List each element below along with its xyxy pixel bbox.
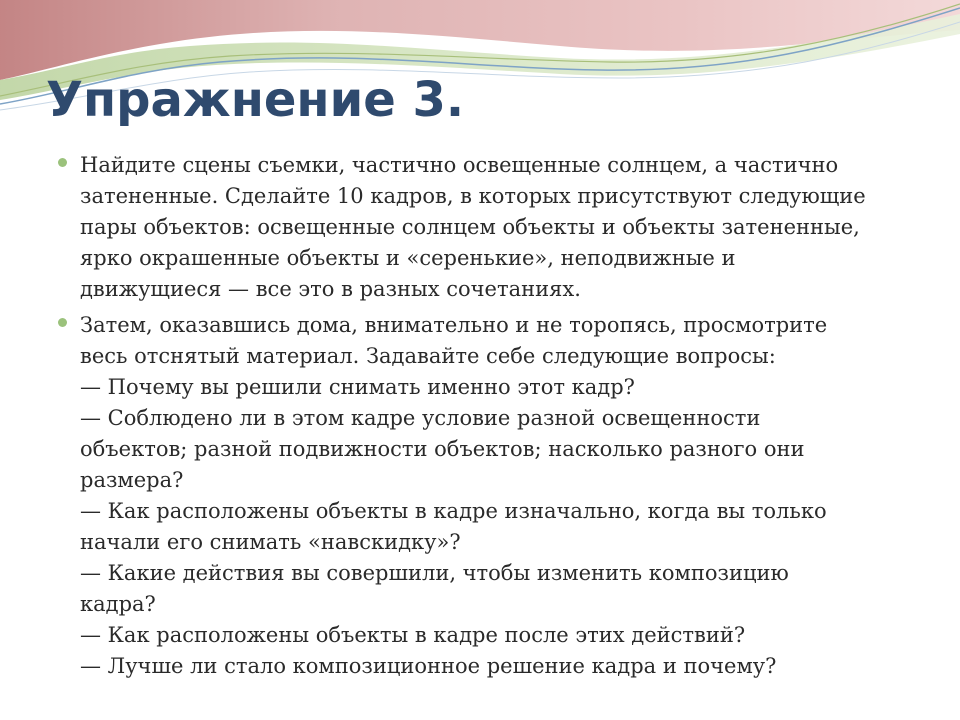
text-line: — Какие действия вы совершили, чтобы изменить композицию	[80, 561, 789, 585]
text-line: — Соблюдено ли в этом кадре условие разной освещенности	[80, 406, 761, 430]
bullet-list	[58, 150, 918, 687]
text-line: объектов; разной подвижности объектов; насколько разного они	[80, 437, 805, 461]
bullet-item-1	[58, 150, 918, 305]
text-line: размера?	[80, 468, 184, 492]
text-line: ярко окрашенные объекты и «серенькие», неподвижные и	[80, 246, 736, 270]
bullet-dot-icon	[58, 318, 67, 327]
text-line: весь отснятый материал. Задавайте себе следующие вопросы:	[80, 344, 776, 368]
text-line: начали его снимать «навскидку»?	[80, 530, 461, 554]
text-line: — Лучше ли стало композиционное решение кадра и почему?	[80, 654, 777, 678]
text-line: затененные. Сделайте 10 кадров, в которых присутствуют следующие	[80, 184, 866, 208]
text-line: — Как расположены объекты в кадре изначально, когда вы только	[80, 499, 827, 523]
bullet-dot-icon	[58, 158, 67, 167]
text-line: движущиеся — все это в разных сочетаниях.	[80, 277, 581, 301]
text-line: пары объектов: освещенные солнцем объекты и объекты затененные,	[80, 215, 860, 239]
slide-title: Упражнение 3.	[46, 72, 465, 128]
bullet-item-2	[58, 310, 918, 682]
text-line: кадра?	[80, 592, 156, 616]
text-line: — Почему вы решили снимать именно этот кадр?	[80, 375, 635, 399]
text-line: Затем, оказавшись дома, внимательно и не торопясь, просмотрите	[80, 313, 828, 337]
text-line: Найдите сцены съемки, частично освещенные солнцем, а частично	[80, 153, 839, 177]
text-line: — Как расположены объекты в кадре после этих действий?	[80, 623, 746, 647]
